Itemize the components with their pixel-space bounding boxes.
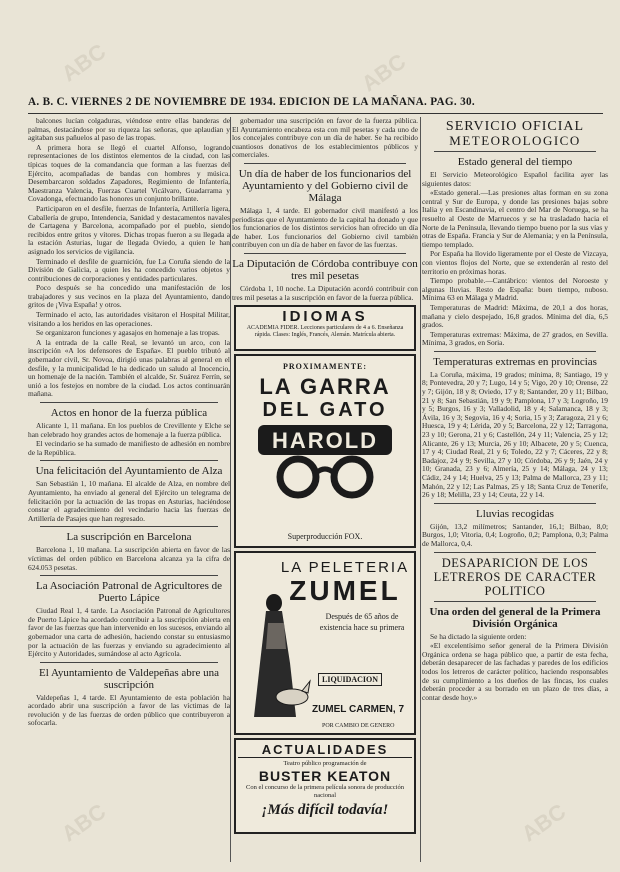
paragraph: Tiempo probable.—Cantábrico: vientos del Noroeste y algunas lluvias. Resto de España: buen tiempo, nuboso. Mínima 63 en Málaga y Madrid. [422,276,608,303]
paragraph: «Estado general.—Las presiones altas forman en su zona central y Sur de Europa, y donde las presiones bajas sobre Italia y en Escandinavia, el centro del Mar de Noruega, se ha resuelto al Oeste de Marruecos y se ha trasladado hacia el Norte de la Península, llevando tiempo bueno por la sus vías y otras de España. Francia y Sur de Alemania; y en la Península, tiempo templado. [422,188,608,249]
paragraph: A la entrada de la calle Real, se levantó un arco, con la inscripción «A los defensores de España». El pueblo tributó al gobernador civil, Sr. Novoa, dirigió unas palabras al general en el desfile, y la municipalidad le ha dedicado un saludo al Inocencio, un homenaje de la nación. También el alcalde, Sr. Suárez Ferrín, se unió a los festejos en nombre de la ciudad. Los actos continuarán mañana. [28,337,230,399]
logo-text: HAROLD [271,428,379,454]
watermark: ABC [516,798,571,847]
section-title: DESAPARICION DE LOS LETREROS DE CARACTER POLITICO [433,555,597,598]
ad-cinema-footer: Superproducción FOX. [287,532,363,542]
ad-cinema [234,354,416,548]
watermark: ABC [56,38,111,87]
ad-zumel-address: ZUMEL CARMEN, 7 [311,704,405,716]
ad-zumel-text: Después de 65 años de existencia hace su primera [319,612,405,633]
paragraph: Barcelona 1, 10 mañana. La suscripción abierta en favor de las víctimas del orden público en Barcelona alcanza ya la cifra de 624.053 pesetas. [28,545,230,572]
paragraph: Córdoba 1, 10 noche. La Diputación acordó contribuir con tres mil pesetas a la suscripción en favor de la fuerza pública. [232,283,418,302]
divider [40,662,218,663]
column-1 [28,117,230,865]
ad-idiomas-text: ACADEMIA FIDER. Lecciones particulares de 4 a 6. Enseñanza rápida. Clases: Inglés, Francés, Alemán. Matrícula abierta. [246,325,404,339]
headline: El Ayuntamiento de Valdepeñas abre una suscripción [39,666,219,691]
ad-zumel-line1: LA PELETERIA [280,559,410,577]
ad-zumel-brand: ZUMEL [289,575,401,607]
paragraph: Temperaturas de Madrid: Máxima, de 20,1 a dos horas, mañana y cielo despejado, 16,8 grados. Mínima del día, 6,5 grados. [422,302,608,330]
paragraph: Valdepeñas 1, 4 tarde. El Ayuntamiento de esta población ha acordado abrir una suscripción a favor de las víctimas de la revolución y de las fuerzas de orden público que contribuyeron a sofocarla. [28,692,230,728]
paragraph: Gijón, 13,2 milímetros; Santander, 16,1; Bilbao, 8,0; Burgos, 1,0; Vitoria, 0,4; Logroño, 0,2; Pamplona, 0,3; Palma de Mallorca, 0,4. [422,521,608,548]
paragraph: Málaga 1, 4 tarde. El gobernador civil manifestó a los periodistas que el Ayuntamiento de la capital ha donado y que los funcionarios de los distintos servicios han ofrecido un día de haber. Los funcionarios del Gobierno civil también contribuyen con un día de haber en favor de las fuerzas. [232,205,418,250]
headline: Actos en honor de la fuerza pública [50,407,208,419]
harold-glasses-logo [250,421,400,501]
paragraph: balcones lucían colgaduras, viéndose entre ellas banderas de palmas, destacándose por su riqueza las señoras, que aplaudían y agitaban sus pañuelos al paso de las tropas. [28,117,230,143]
woman-with-dog-illustration [240,593,312,723]
column-2 [232,117,418,865]
ad-idiomas [234,305,416,351]
divider [40,402,218,403]
paragraph: Temperaturas extremas: Máxima, de 27 grados, en Sevilla. Mínima, 3 grados, en Soria. [422,329,608,348]
paragraph: A primera hora se llegó el cuartel Alfonso, logrando representaciones de los distintos elementos de la ciudad, con las típicas toques de la comandancia que forman a las fuerzas del Ejército, acompañadas de bandas con hombres y música. Desembarcaron soldados Zapadores, Regimiento de Infantería, Maestranza Valencia, Fuerzas Cuartel Vicálvaro, Guadarrama y Covadonga, efectuando las honores un conjunto brillante. [28,142,230,204]
paragraph: Se organizaron funciones y agasajos en homenaje a las tropas. [36,328,220,338]
divider [244,253,406,254]
ad-cinema-title-1: LA GARRA [259,374,391,400]
divider [40,575,218,576]
header-dateline: A. B. C. VIERNES 2 DE NOVIEMBRE DE 1934. EDICION DE LA MAÑANA. PAG. 30. [28,96,475,108]
paragraph: La Coruña, máxima, 19 grados; mínima, 8; Santiago, 19 y 8; Pontevedra, 20 y 7; Lugo, 14 y 5; Vigo, 20 y 10; Orense, 22 y 7; Gijón, 18 y 8; Oviedo, 17 y 8; Santander, 20 y 11; Bilbao, 21 y 8; San Sebastián, 19 y 9; Pamplona, 17 y 3; Logroño, 19 y 5; Burgos, 16 y 3; Valladolid, 18 y 4; Salamanca, 18 y 3; Ávila, 16 y 3; Segovia, 16 y 4; Soria, 15 y 3; Zaragoza, 21 y 6; Huesca, 19 y 4; Lérida, 20 y 5; Barcelona, 22 y 12; Tarragona, 23 y 10; Gerona, 21 y 6; Castellón, 24 y 11; Valencia, 25 y 12; Alicante, 26 y 13; Murcia, 26 y 10; Albacete, 20 y 5; Cuenca, 17 y 4; Ciudad Real, 21 y 6; Toledo, 22 y 7; Cáceres, 22 y 8; Badajoz, 24 y 9; Sevilla, 27 y 10; Córdoba, 26 y 9; Jaén, 24 y 10; Granada, 23 y 6; Almería, 25 y 14; Málaga, 24 y 13; Cádiz, 24 y 14; Huelva, 25 y 13; Palma de Mallorca, 23 y 11; Mahón, 22 y 12; Las Palmas, 25 y 18; Santa Cruz de Tenerife, 26 y 18; Melilla, 23 y 14; Ceuta, 22 y 14. [422,369,608,500]
ad-cinema-soon: PROXIMAMENTE: [282,362,368,372]
right-lens-icon [334,459,370,495]
ad-zumel-liquidacion: LIQUIDACION [318,673,382,686]
divider [434,351,596,352]
column-divider-2 [420,117,421,862]
page-header [28,96,603,112]
headline: Temperaturas extremas en provincias [433,355,597,368]
header-rule [28,113,603,114]
divider [40,526,218,527]
divider [244,163,406,164]
headline: Una orden del general de la Primera División Orgánica [429,605,601,630]
left-lens-icon [280,459,316,495]
intro-article [28,117,230,399]
watermark: ABC [56,798,111,847]
headline: Lluvias recogidas [476,507,554,520]
divider [434,552,596,553]
watermark: ABC [356,48,411,97]
headline: La suscripción en Barcelona [66,531,192,544]
paragraph: Terminado el acto, las autoridades visitaron el Hospital Militar, visitando a los heridos en las operaciones. [28,310,230,328]
ad-zumel [234,551,416,735]
headline: Una felicitación del Ayuntamiento de Alza [35,465,223,478]
paragraph: El Servicio Meteorológico Español facilita ayer las siguientes datos: [422,170,608,188]
section-title: SERVICIO OFICIAL [445,119,585,134]
ad-actualidades-slogan: ¡Más difícil todavía! [261,802,389,819]
paragraph: Alicante 1, 11 mañana. En los pueblos de Crevillente y Elche se han celebrado hoy grandes actos de homenaje a la fuerza pública. [28,421,230,439]
divider [40,460,218,461]
ad-actualidades-line2: Con el concurso de la primera película sonora de producción nacional [246,784,404,800]
headline: La Diputación de Córdoba contribuye con tres mil pesetas [232,257,418,282]
paragraph: Ciudad Real 1, 4 tarde. La Asociación Patronal de Agricultores de Puerto Lápice ha acordado contribuir a la suscripción abierta en favor de las fuerzas que han intervenido en los sucesos, enviando al gobernador una carta de adhesión, haciendo constar su entusiasmo por la actuación de las fuerzas y enviando su agradecimiento al Ejército y Autoridades, sumándose al acto Agrícola. [28,606,230,659]
headline: La Asociación Patronal de Agricultores de Puerto Lápice [35,580,223,605]
ad-actualidades-name: BUSTER KEATON [258,768,392,785]
ad-cinema-title-2: DEL GATO [262,399,388,422]
column-3 [422,117,608,865]
divider [434,601,596,602]
ad-actualidades-line1: Teatro público programación de [283,760,367,768]
section-title: METEOROLOGICO [449,133,581,148]
paragraph: Por España ha llovido ligeramente por el Oeste de Vizcaya, con vientos flojos del Norte, que se extenderán al resto del territorio en próximas horas. [422,249,608,276]
column-divider-1 [230,117,231,862]
paragraph: Terminado el desfile de guarnición, fue La Coruña siendo de la División de Galicia, a quien les ha concedido varios objetos y contribuciones de corporaciones y entidades particulares. [28,256,230,283]
ad-actualidades [234,738,416,834]
paragraph: «El excelentísimo señor general de la Primera División Orgánica ordena se haga público que, a partir de esta fecha, deberán desaparecer de las fachadas y paredes de los edificios todos los letreros de carácter político, haciendo responsables de su cumplimiento a los dueños de las fincas, los cuales deberán proceder a su borrado en un plazo de tres días, a contar desde hoy.» [422,641,608,702]
divider [434,151,596,152]
paragraph: El vecindario se ha sumado de manifiesto de adhesión en nombre de la República. [28,439,230,457]
paragraph: Participaron en el desfile, fuerzas de Infantería, Artillería ligera, Caballería de grupo, Intendencia, Sanidad y destacamentos navales de Cartagena y Barcelona, acompañado por el pueblo, siendo recibidos entre gritos y vítores. Dichas tropas fueron a su llegada a la estación Asturias, lugar de llegada Oviedo, a quien le han asignado los servicios de vigilancia. [28,203,230,256]
paragraph: San Sebastián 1, 10 mañana. El alcalde de Alza, en nombre del Ayuntamiento, ha enviado al general del Ejército un telegrama de felicitación por la actuación de las tropas en Asturias, haciéndose constar el agradecimiento del vecindario hacia las fuerzas de Artillería de Pasajes que han regresado. [28,479,230,523]
paragraph: Se ha dictado la siguiente orden: [430,631,527,641]
bridge-icon [316,469,334,473]
ad-actualidades-title: ACTUALIDADES [238,742,412,758]
headline: Un día de haber de los funcionarios del Ayuntamiento y del Gobierno civil de Málaga [238,167,412,204]
paragraph: gobernador una suscripción en favor de la fuerza pública. El Ayuntamiento encabeza esta con mil pesetas y cada uno de los concejales contribuye con un día de haber. Se ha recibido cuantiosos donativos de los establecimientos públicos y comerciales. [232,117,418,160]
headline: Estado general del tiempo [457,156,573,168]
paragraph: Poco después se ha concedido una manifestación de los trabajadores y sus vecinos en la plaza del Ayuntamiento, dando gritos de ¡Viva España! y otros. [28,283,230,310]
ad-idiomas-title: IDIOMAS [282,308,368,326]
divider [434,503,596,504]
ad-zumel-subtitle: POR CAMBIO DE GENERO [322,723,395,730]
